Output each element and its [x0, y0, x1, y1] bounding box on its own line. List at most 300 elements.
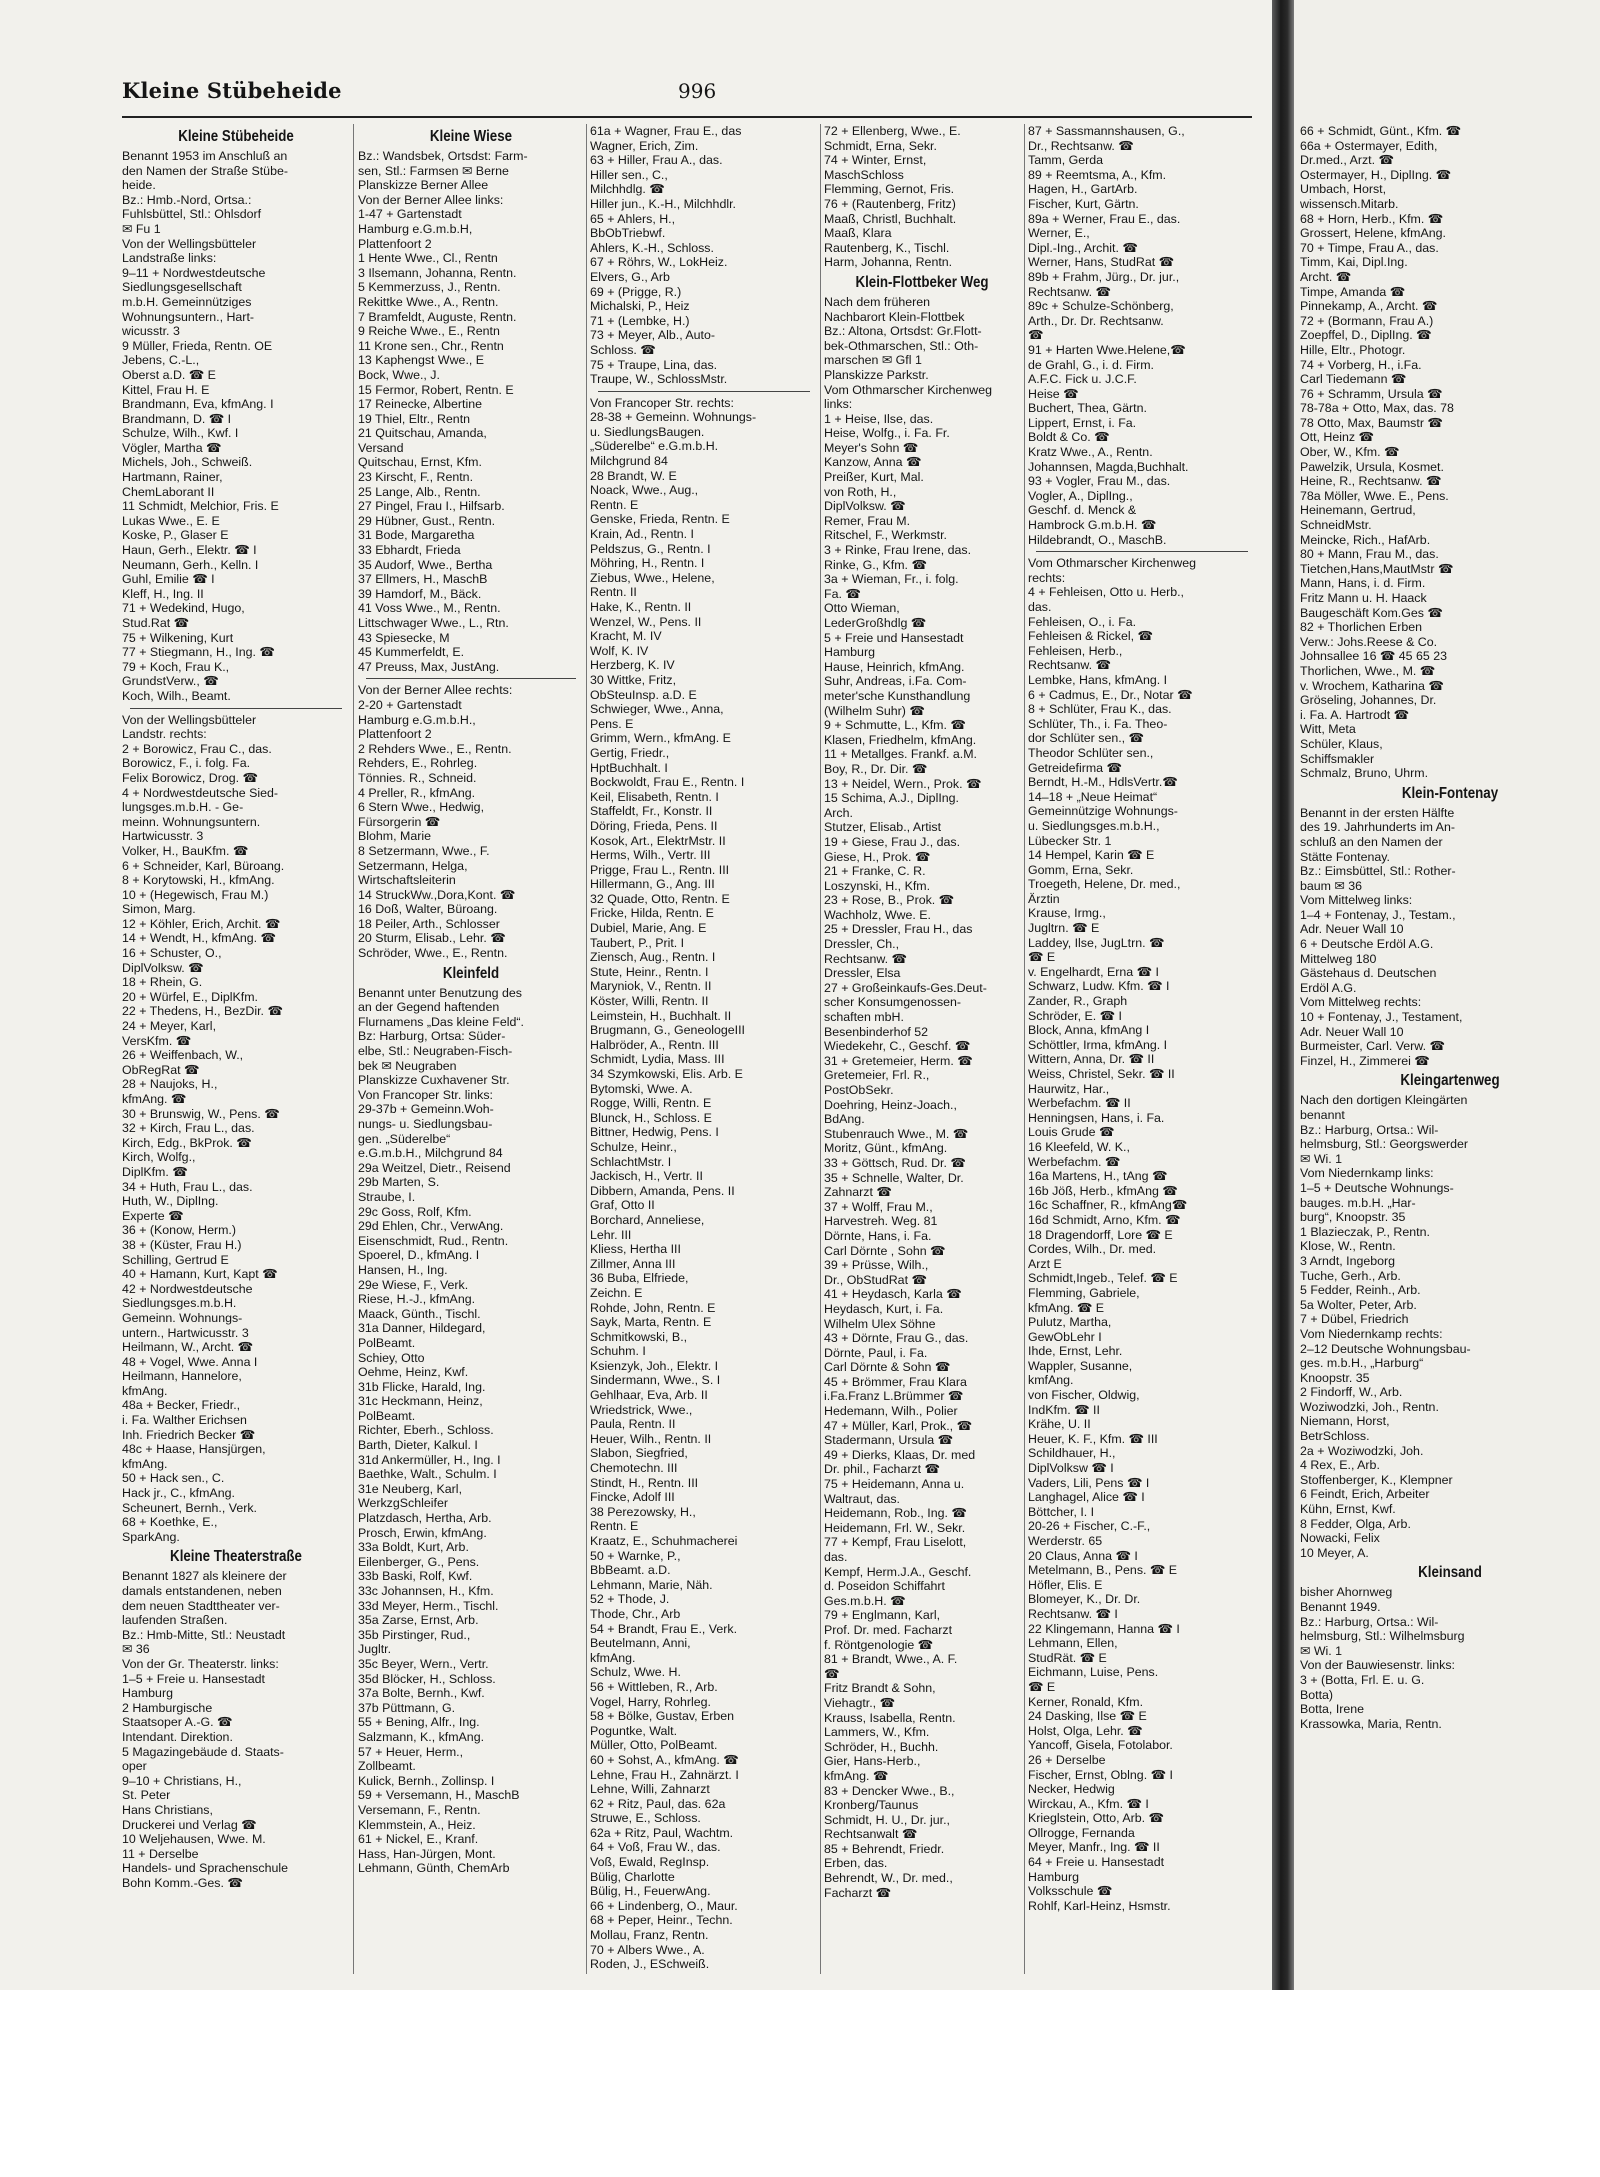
directory-entry-line: Hass, Han-Jürgen, Mont.	[358, 1846, 496, 1861]
directory-entry-line: 10 Weljehausen, Wwe. M.	[122, 1832, 266, 1847]
directory-entry-line: 16a Martens, H., tAng ☎	[1028, 1169, 1168, 1184]
directory-entry-line: v. Wrochem, Katharina ☎	[1300, 678, 1444, 693]
directory-entry-line: Staatsoper A.-G. ☎	[122, 1715, 233, 1730]
directory-entry-line: ges. m.b.H., „Harburg“	[1300, 1356, 1424, 1371]
directory-entry-line: Krassowka, Maria, Rentn.	[1300, 1716, 1442, 1731]
column-divider	[586, 124, 587, 1974]
directory-entry-line: scher Konsumgenossen-	[824, 995, 962, 1010]
directory-entry-line: Kanzow, Anna ☎	[824, 455, 922, 470]
directory-entry-line: Rautenberg, K., Tischl.	[824, 240, 950, 255]
directory-entry-line: Adr. Neuer Wall 10	[1300, 1024, 1404, 1039]
directory-entry-line: Noack, Wwe., Aug.,	[590, 483, 699, 498]
directory-entry-line: e.G.m.b.H., Milchgrund 84	[358, 1146, 503, 1161]
directory-entry-line: BdAng.	[824, 1112, 865, 1127]
directory-entry-line: 11 Krone sen., Chr., Rentn	[358, 338, 504, 353]
directory-entry-line: Ritschel, F., Werkmstr.	[824, 528, 948, 543]
directory-entry-line: Wiedekehr, C., Geschf. ☎	[824, 1039, 971, 1054]
directory-entry-line: Milchhdlg. ☎	[590, 182, 665, 197]
directory-entry-line: Lehne, Frau H., Zahnärzt. I	[590, 1767, 739, 1782]
directory-entry-line: Heine, R., Rechtsanw. ☎	[1300, 474, 1442, 489]
street-heading: Kleingartenweg	[1400, 1072, 1500, 1090]
street-heading: Klein-Fontenay	[1401, 784, 1499, 802]
directory-entry-line: 21 Quitschau, Amanda,	[358, 426, 487, 441]
directory-entry-line: Haun, Gerh., Elektr. ☎ I	[122, 543, 257, 558]
directory-entry-line: (Wilhelm Suhr) ☎	[824, 703, 925, 718]
directory-entry-line: 19 Thiel, Eltr., Rentn	[358, 411, 471, 426]
directory-entry-line: 29a Weitzel, Dietr., Reisend	[358, 1160, 511, 1175]
column-divider	[1024, 124, 1025, 1974]
directory-entry-line: bek ✉ Neugraben	[358, 1058, 457, 1073]
directory-entry-line: Flemming, Gernot, Fris.	[824, 182, 955, 197]
directory-entry-line: 29-37b + Gemeinn.Woh-	[358, 1102, 494, 1117]
directory-entry-line: Richter, Eberh., Schloss.	[358, 1423, 494, 1438]
directory-entry-line: 69 + (Prigge, R.)	[590, 284, 682, 299]
directory-column-4	[824, 124, 1020, 1974]
directory-entry-line: Rohlf, Karl-Heinz, Hsmstr.	[1028, 1898, 1171, 1913]
directory-entry-line: Keil, Elisabeth, Rentn. I	[590, 789, 719, 804]
directory-entry-line: 59 + Versemann, H., MaschB	[358, 1788, 520, 1803]
directory-entry-line: Bytomski, Wwe. A.	[590, 1081, 693, 1096]
directory-entry-line: Klasen, Friedhelm, kfmAng.	[824, 732, 977, 747]
directory-entry-line: Brandmann, D. ☎ I	[122, 411, 232, 426]
directory-entry-line: Stadermann, Ursula ☎	[824, 1433, 954, 1448]
street-heading: Kleinsand	[1418, 1564, 1482, 1582]
directory-entry-line: Spoerel, D., kfmAng. I	[358, 1248, 480, 1263]
directory-entry-line: Grimm, Wern., kfmAng. E	[590, 731, 731, 746]
directory-entry-line: 22 Klingemann, Hanna ☎ I	[1028, 1621, 1180, 1636]
directory-entry-line: 38 Perezowsky, H.,	[590, 1504, 696, 1519]
directory-entry-line: helmsburg, Stl.: Wilhelmsburg	[1300, 1629, 1465, 1644]
directory-entry-line: Döring, Frieda, Pens. II	[590, 818, 718, 833]
directory-entry-line: 27 + Großeinkaufs-Ges.Deut-	[824, 980, 987, 995]
directory-entry-line: 48a + Becker, Friedr.,	[122, 1398, 241, 1413]
directory-entry-line: kfmAng. ☎	[824, 1768, 889, 1783]
directory-entry-line: Lehmann, Marie, Näh.	[590, 1577, 713, 1592]
directory-entry-line: kfmAng.	[590, 1650, 636, 1665]
directory-entry-line: Bockwoldt, Frau E., Rentn. I	[590, 775, 745, 790]
directory-entry-line: 71 + (Lembke, H.)	[590, 313, 690, 328]
directory-entry-line: Ziensch, Aug., Rentn. I	[590, 950, 716, 965]
directory-entry-line: Rentn. II	[590, 585, 637, 600]
directory-entry-line: 27 Pingel, Frau I., Hilfsarb.	[358, 499, 505, 514]
directory-entry-line: 16 + Schuster, O.,	[122, 946, 222, 961]
directory-entry-line: von Roth, H.,	[824, 484, 897, 499]
directory-entry-line: 5 Fedder, Reinh., Arb.	[1300, 1283, 1421, 1298]
directory-entry-line: Michels, Joh., Schweiß.	[122, 455, 253, 470]
directory-entry-line: 20-26 + Fischer, C.-F.,	[1028, 1519, 1151, 1534]
directory-entry-line: WerkzgSchleifer	[358, 1496, 448, 1511]
directory-entry-line: 2 Hamburgische	[122, 1700, 213, 1715]
directory-entry-line: i.Fa.Franz L.Brümmer ☎	[824, 1389, 964, 1404]
directory-entry-line: 6 + Cadmus, E., Dr., Notar ☎	[1028, 687, 1193, 702]
directory-entry-line: Carl Dörnte & Sohn ☎	[824, 1360, 951, 1375]
directory-entry-line: wicusstr. 3	[122, 324, 180, 339]
street-heading: Klein-Flottbeker Weg	[855, 273, 989, 291]
directory-entry-line: Von der Gr. Theaterstr. links:	[122, 1656, 279, 1671]
directory-entry-line: Riese, H.-J., kfmAng.	[358, 1292, 476, 1307]
directory-entry-line: VersKfm. ☎	[122, 1033, 192, 1048]
directory-entry-line: laufenden Straßen.	[122, 1613, 228, 1628]
directory-entry-line: 50 + Warnke, P.,	[590, 1548, 681, 1563]
directory-entry-line: 93 + Vogler, Frau M., das.	[1028, 474, 1171, 489]
directory-entry-line: Platzdasch, Hertha, Arb.	[358, 1511, 492, 1526]
directory-entry-line: Fincke, Adolf III	[590, 1490, 675, 1505]
directory-entry-line: Vom Mittelweg rechts:	[1300, 995, 1422, 1010]
directory-entry-line: 60 + Sohst, A., kfmAng. ☎	[590, 1752, 739, 1767]
directory-column-3	[590, 124, 818, 1974]
directory-entry-line: Ziebus, Wwe., Helene,	[590, 570, 715, 585]
directory-entry-line: Schuhm. I	[590, 1344, 646, 1359]
directory-entry-line: Ges.m.b.H. ☎	[824, 1593, 906, 1608]
directory-entry-line: Prosch, Erwin, kfmAng.	[358, 1525, 487, 1540]
directory-entry-line: 35b Pirstinger, Rud.,	[358, 1627, 471, 1642]
directory-entry-line: Niemann, Horst,	[1300, 1414, 1390, 1429]
directory-entry-line: 16 Doß, Walter, Büroang.	[358, 902, 498, 917]
directory-entry-line: Maaß, Klara	[824, 226, 892, 241]
directory-entry-line: 68 + Koethke, E.,	[122, 1515, 218, 1530]
directory-entry-line: Traupe, W., SchlossMstr.	[590, 372, 728, 387]
directory-entry-line: Krauss, Isabella, Rentn.	[824, 1710, 956, 1725]
directory-entry-line: 39 Hamdorf, M., Bäck.	[358, 586, 482, 601]
directory-entry-line: ☎ E	[1028, 1679, 1056, 1694]
directory-entry-line: Gästehaus d. Deutschen	[1300, 966, 1437, 981]
directory-entry-line: 14 + Wendt, H., kfmAng. ☎	[122, 931, 276, 946]
directory-entry-line: Baethke, Walt., Schulm. I	[358, 1467, 497, 1482]
directory-entry-line: Böttcher, I. I	[1028, 1504, 1095, 1519]
directory-entry-line: Dörnte, Paul, i. Fa.	[824, 1345, 928, 1360]
directory-entry-line: Kempf, Herm.J.A., Geschf.	[824, 1564, 972, 1579]
directory-entry-line: 49 + Dierks, Klaas, Dr. med	[824, 1447, 976, 1462]
directory-entry-line: Jackisch, H., Vertr. II	[590, 1169, 703, 1184]
directory-entry-line: Carl Dörnte , Sohn ☎	[824, 1243, 946, 1258]
directory-entry-line: DiplVolksw. ☎	[122, 960, 204, 975]
directory-entry-line: Timm, Kai, Dipl.Ing.	[1300, 255, 1408, 270]
directory-entry-line: 72 + Ellenberg, Wwe., E.	[824, 124, 961, 138]
directory-entry-line: Taubert, P., Prit. I	[590, 935, 685, 950]
directory-entry-line: 35a Zarse, Ernst, Arb.	[358, 1613, 479, 1628]
directory-entry-line: 31 + Gretemeier, Herm. ☎	[824, 1053, 973, 1068]
directory-entry-line: Timpe, Amanda ☎	[1300, 284, 1406, 299]
directory-entry-line: 19 + Giese, Frau J., das.	[824, 834, 961, 849]
directory-entry-line: 85 + Behrendt, Friedr.	[824, 1841, 945, 1856]
directory-entry-line: Bz.: Eimsbüttel, Stl.: Rother-	[1300, 864, 1456, 879]
directory-entry-line: Wagner, Erich, Zim.	[590, 138, 699, 153]
directory-entry-line: i. Fa. Walther Erichsen	[122, 1413, 247, 1428]
directory-entry-line: 1–5 + Freie u. Hansestadt	[122, 1671, 265, 1686]
directory-entry-line: Fischer, Kurt, Gärtn.	[1028, 196, 1139, 211]
directory-entry-line: Koske, P., Glaser E	[122, 528, 229, 543]
directory-entry-line: marschen ✉ Gfl 1	[824, 353, 922, 368]
directory-entry-line: 15 Schima, A.J., DiplIng.	[824, 791, 959, 806]
directory-entry-line: Viehagtr., ☎	[824, 1695, 896, 1710]
directory-entry-line: 30 Wittke, Fritz,	[590, 672, 677, 687]
directory-entry-line: Bock, Wwe., J.	[358, 367, 440, 382]
directory-entry-line: Botta, Irene	[1300, 1702, 1365, 1717]
directory-entry-line: Ober, W., Kfm. ☎	[1300, 445, 1400, 460]
directory-entry-line: Brugmann, G., GeneologeIII	[590, 1023, 745, 1038]
directory-entry-line: BetrSchloss.	[1300, 1429, 1370, 1444]
directory-entry-line: 33c Johannsen, H., Kfm.	[358, 1584, 494, 1598]
scan-margin	[0, 1990, 1600, 2177]
directory-entry-line: Neumann, Gerh., Kelln. I	[122, 557, 259, 572]
directory-entry-line: 45 + Brömmer, Frau Klara	[824, 1374, 967, 1389]
directory-entry-line: Graf, Otto II	[590, 1198, 655, 1213]
directory-entry-line: Krähe, U. II	[1028, 1417, 1091, 1432]
directory-entry-line: Giese, H., Prok. ☎	[824, 849, 931, 864]
directory-entry-line: Vom Niedernkamp links:	[1300, 1166, 1434, 1181]
directory-entry-line: ObSteuInsp. a.D. E	[590, 687, 697, 702]
directory-entry-line: Rentn. E	[590, 497, 639, 512]
directory-entry-line: Rechtsanw. ☎	[824, 951, 907, 966]
directory-entry-line: Witt, Meta	[1300, 722, 1356, 737]
directory-entry-line: Eisenschmidt, Rud., Rentn.	[358, 1233, 509, 1248]
directory-entry-line: Schildhauer, H.,	[1028, 1446, 1116, 1461]
directory-entry-line: 83 + Dencker Wwe., B.,	[824, 1783, 955, 1798]
directory-entry-line: Gertig, Friedr.,	[590, 745, 670, 760]
directory-entry-line: Dibbern, Amanda, Pens. II	[590, 1183, 735, 1198]
directory-entry-line: Guhl, Emilie ☎ I	[122, 572, 215, 587]
directory-entry-line: Prof. Dr. med. Facharzt	[824, 1622, 953, 1637]
directory-entry-line: 61 + Nickel, E., Kranf.	[358, 1832, 479, 1847]
directory-entry-line: 78-78a + Otto, Max, das. 78	[1300, 401, 1454, 416]
directory-entry-line: Krain, Ad., Rentn. I	[590, 527, 695, 542]
directory-entry-line: untern., Hartwicusstr. 3	[122, 1325, 249, 1340]
directory-entry-line: Eichmann, Luise, Pens.	[1028, 1665, 1159, 1680]
directory-entry-line: Pinnekamp, A., Archt. ☎	[1300, 299, 1438, 314]
directory-entry-line: Müller, Otto, PolBeamt.	[590, 1738, 718, 1753]
directory-entry-line: Schöttler, Irma, kfmAng. I	[1028, 1037, 1168, 1052]
directory-entry-line: Kraatz, E., Schuhmacherei	[590, 1534, 738, 1548]
directory-entry-line: Inh. Friedrich Becker ☎	[122, 1427, 256, 1442]
directory-entry-line: Von der Berner Allee rechts:	[358, 683, 513, 698]
directory-entry-line: 8 + Korytowski, H., kfmAng.	[122, 873, 275, 888]
directory-entry-line: Barth, Dieter, Kalkul. I	[358, 1438, 478, 1453]
directory-entry-line: 56 + Wittleben, R., Arb.	[590, 1679, 718, 1694]
directory-entry-line: MaschSchloss	[824, 167, 904, 182]
directory-entry-line: 24 Dasking, Ilse ☎ E	[1028, 1709, 1147, 1724]
directory-entry-line: 25 + Dressler, Frau H., das	[824, 922, 973, 937]
directory-entry-line: Landstr. rechts:	[122, 727, 207, 742]
directory-entry-line: ChemLaborant II	[122, 484, 215, 499]
directory-entry-line: Rentn. E	[590, 1519, 639, 1534]
directory-entry-line: Arch.	[824, 805, 853, 820]
directory-entry-line: 25 Lange, Alb., Rentn.	[358, 484, 481, 499]
directory-entry-line: Kratz Wwe., A., Rentn.	[1028, 445, 1153, 460]
directory-entry-line: Staffeldt, Fr., Konstr. II	[590, 804, 713, 819]
directory-entry-line: 66 + Schmidt, Günt., Kfm. ☎	[1300, 124, 1462, 138]
directory-entry-line: 62 + Ritz, Paul, das. 62a	[590, 1796, 726, 1811]
directory-entry-line: 36 + (Konow, Herm.)	[122, 1223, 236, 1238]
directory-entry-line: 2 + Borowicz, Frau C., das.	[122, 741, 272, 756]
directory-entry-line: Zeichn. E	[590, 1285, 643, 1300]
directory-entry-line: 5 Magazingebäude d. Staats-	[122, 1744, 284, 1759]
directory-entry-line: 16d Schmidt, Arno, Kfm. ☎	[1028, 1212, 1181, 1227]
directory-entry-line: 64 + Freie u. Hansestadt	[1028, 1855, 1165, 1870]
directory-entry-line: Nowacki, Felix	[1300, 1531, 1380, 1546]
directory-entry-line: Köster, Willi, Rentn. II	[590, 994, 709, 1009]
directory-entry-line: 9 Reiche Wwe., E., Rentn	[358, 324, 500, 339]
directory-entry-line: Kirch, Edg., BkProk. ☎	[122, 1135, 252, 1150]
directory-entry-line: 24 + Meyer, Karl,	[122, 1019, 217, 1034]
directory-entry-line: 31b Flicke, Harald, Ing.	[358, 1379, 486, 1394]
directory-entry-line: 6 + Deutsche Erdöl A.G.	[1300, 937, 1434, 952]
directory-entry-line: 34 + Huth, Frau L., das.	[122, 1179, 253, 1194]
directory-entry-line: Ollrogge, Fernanda	[1028, 1825, 1135, 1840]
directory-entry-line: Fehleisen, Herb.,	[1028, 643, 1123, 658]
directory-entry-line: Vögler, Martha ☎	[122, 440, 222, 455]
directory-entry-line: 63 + Hiller, Frau A., das.	[590, 153, 723, 168]
directory-entry-line: Landstraße links:	[122, 251, 217, 266]
directory-entry-line: Oehme, Heinz, Kwf.	[358, 1365, 469, 1380]
directory-entry-line: Vaders, Lili, Pens ☎ I	[1028, 1475, 1150, 1490]
directory-entry-line: Krieglstein, Otto, Arb. ☎	[1028, 1811, 1164, 1826]
directory-entry-line: Pulutz, Martha,	[1028, 1315, 1112, 1330]
directory-entry-line: Bz: Harburg, Ortsa: Süder-	[358, 1029, 506, 1044]
directory-entry-line: 9–11 + Nordwestdeutsche	[122, 265, 266, 280]
directory-entry-line: Werbefachm. ☎	[1028, 1154, 1121, 1169]
directory-entry-line: baum ✉ 36	[1300, 878, 1363, 893]
directory-entry-line: 70 + Albers Wwe., A.	[590, 1942, 705, 1957]
directory-entry-line: Hildebrandt, O., MaschB.	[1028, 532, 1167, 547]
directory-entry-line: Fehleisen, O., i. Fa.	[1028, 614, 1137, 629]
directory-entry-line: oper	[122, 1759, 147, 1774]
directory-entry-line: Heise ☎	[1028, 386, 1079, 401]
directory-entry-line: Sayk, Marta, Rentn. E	[590, 1315, 712, 1330]
directory-entry-line: Getreidefirma ☎	[1028, 760, 1122, 775]
directory-entry-line: Rechtsanwalt ☎	[824, 1827, 918, 1842]
directory-entry-line: Hamburg e.G.m.b.H.,	[358, 712, 476, 727]
directory-entry-line: 78a Möller, Wwe. E., Pens.	[1300, 488, 1449, 503]
directory-entry-line: 73 + Meyer, Alb., Auto-	[590, 328, 716, 343]
directory-entry-line: d. Poseidon Schiffahrt	[824, 1579, 946, 1594]
directory-entry-line: Hamburg	[122, 1686, 173, 1701]
directory-entry-line: Hause, Heinrich, kfmAng.	[824, 659, 965, 674]
directory-entry-line: Nachbarort Klein-Flottbek	[824, 309, 965, 324]
directory-entry-line: Prigge, Frau L., Rentn. III	[590, 862, 730, 877]
directory-entry-line: Brandmann, Eva, kfmAng. I	[122, 397, 274, 412]
running-head-title: Kleine Stübeheide	[122, 78, 342, 103]
directory-entry-line: 62a + Ritz, Paul, Wachtm.	[590, 1825, 734, 1840]
directory-entry-line: 31c Heckmann, Heinz,	[358, 1394, 483, 1409]
directory-entry-line: PolBeamt.	[358, 1335, 416, 1350]
directory-entry-line: Wirtschaftsleiterin	[358, 873, 456, 888]
directory-entry-line: Schiey, Otto	[358, 1350, 425, 1365]
directory-entry-line: Stud.Rat ☎	[122, 616, 190, 630]
directory-entry-line: Suhr, Andreas, i.Fa. Com-	[824, 674, 967, 689]
directory-entry-line: Dipl.-Ing., Archit. ☎	[1028, 240, 1138, 255]
directory-entry-line: 66 + Lindenberg, O., Maur.	[590, 1898, 738, 1913]
directory-entry-line: Herzberg, K. IV	[590, 658, 675, 673]
directory-entry-line: dor Schlüter sen., ☎	[1028, 731, 1144, 746]
directory-entry-line: Zollbeamt.	[358, 1759, 416, 1774]
directory-entry-line: Meincke, Rich., HafArb.	[1300, 532, 1431, 547]
directory-entry-line: Werner, Hans, StudRat ☎	[1028, 255, 1175, 270]
directory-entry-line: Rogge, Willi, Rentn. E	[590, 1096, 712, 1111]
directory-entry-line: Boldt & Co. ☎	[1028, 430, 1110, 445]
directory-entry-line: 33 + Göttsch, Rud. Dr. ☎	[824, 1155, 966, 1170]
directory-entry-line: Kleff, H., Ing. II	[122, 586, 204, 601]
directory-entry-line: Kronberg/Taunus	[824, 1798, 919, 1813]
directory-entry-line: 37 Ellmers, H., MaschB	[358, 572, 488, 587]
street-heading: Kleine Wiese	[429, 128, 513, 145]
directory-entry-line: Kerner, Ronald, Kfm.	[1028, 1694, 1144, 1709]
directory-entry-line: Rinke, G., Kfm. ☎	[824, 557, 927, 572]
directory-entry-line: Lammers, W., Kfm.	[824, 1725, 930, 1740]
directory-entry-line: Tietchen,Hans,MautMstr ☎	[1300, 561, 1454, 576]
directory-entry-line: Schulze, Wilh., Kwf. I	[122, 426, 239, 441]
directory-entry-line: Sindermann, Wwe., S. I	[590, 1373, 721, 1388]
directory-entry-line: 33a Boldt, Kurt, Arb.	[358, 1540, 469, 1555]
directory-entry-line: ✉ Wi. 1	[1300, 1151, 1343, 1166]
directory-entry-line: Johnsallee 16 ☎ 45 65 23	[1300, 649, 1448, 664]
directory-entry-line: 5 Kemmerzuss, J., Rentn.	[358, 280, 501, 295]
directory-entry-line: 31a Danner, Hildegard,	[358, 1321, 486, 1336]
directory-entry-line: Benannt 1949.	[1300, 1600, 1381, 1614]
column-divider	[353, 124, 354, 1974]
directory-entry-line: Heuer, Wilh., Rentn. II	[590, 1431, 712, 1446]
directory-entry-line: 23 Kirscht, F., Rentn.	[358, 470, 474, 485]
directory-entry-line: de Grahl, G., i. d. Firm.	[1028, 357, 1154, 372]
directory-entry-line: 7 + Dübel, Friedrich	[1300, 1312, 1409, 1327]
directory-entry-line: St. Peter	[122, 1788, 171, 1803]
directory-entry-line: 35c Beyer, Wern., Vertr.	[358, 1656, 489, 1671]
directory-entry-line: 26 + Derselbe	[1028, 1752, 1106, 1767]
directory-entry-line: Zahnarzt ☎	[824, 1185, 892, 1200]
directory-entry-line: 50 + Hack sen., C.	[122, 1471, 225, 1486]
directory-entry-line: Stutzer, Elisab., Artist	[824, 820, 942, 835]
directory-entry-line: Poguntke, Walt.	[590, 1723, 678, 1738]
directory-entry-line: Wohnungsuntern., Hart-	[122, 309, 255, 324]
directory-entry-line: Koch, Wilh., Beamt.	[122, 688, 231, 703]
directory-entry-line: Weiss, Christel, Sekr. ☎ II	[1028, 1067, 1175, 1081]
directory-entry-line: 82 + Thorlichen Erben	[1300, 620, 1423, 635]
directory-entry-line: Herms, Wilh., Vertr. III	[590, 848, 711, 863]
directory-entry-line: Stoffenberger, K., Klempner	[1300, 1472, 1453, 1487]
directory-entry-line: elbe, Stl.: Neugraben-Fisch-	[358, 1044, 513, 1059]
directory-entry-line: 91 + Harten Wwe.Helene,☎	[1028, 342, 1186, 357]
directory-entry-line: Plattenfoort 2	[358, 236, 432, 251]
directory-entry-line: 54 + Brandt, Frau E., Verk.	[590, 1621, 738, 1636]
directory-entry-line: Arth., Dr. Dr. Rechtsanw.	[1028, 313, 1164, 328]
directory-entry-line: Schmitkowski, B.,	[590, 1329, 688, 1344]
directory-entry-line: Schmidt, H. U., Dr. jur.,	[824, 1812, 950, 1827]
directory-entry-line: Chemotechn. III	[590, 1461, 678, 1476]
directory-entry-line: 61a + Wagner, Frau E., das	[590, 124, 742, 138]
directory-entry-line: Schwarz, Ludw. Kfm. ☎ I	[1028, 979, 1170, 994]
directory-entry-line: Adr. Neuer Wall 10	[1300, 922, 1404, 937]
directory-entry-line: Theodor Schlüter sen.,	[1028, 745, 1154, 760]
directory-entry-line: 58 + Bölke, Gustav, Erben	[590, 1709, 735, 1724]
directory-entry-line: Jebens, C.-L.,	[122, 353, 200, 368]
directory-entry-line: kfmAng. ☎	[122, 1092, 187, 1106]
directory-entry-line: Kirch, Wolfg.,	[122, 1150, 196, 1165]
directory-entry-line: Gröseling, Johannes, Dr.	[1300, 693, 1437, 708]
directory-entry-line: 74 + Winter, Ernst,	[824, 153, 927, 168]
directory-entry-line: 5a Wolter, Peter, Arb.	[1300, 1297, 1417, 1312]
street-heading: Kleine Stübeheide	[178, 128, 294, 145]
directory-entry-line: 33b Baski, Rolf, Kwf.	[358, 1569, 473, 1584]
directory-entry-line: wissensch.Mitarb.	[1300, 196, 1399, 211]
directory-entry-line: 89b + Frahm, Jürg., Dr. jur.,	[1028, 269, 1180, 284]
directory-entry-line: Bülig, Charlotte	[590, 1869, 675, 1884]
directory-entry-line: Maaß, Christl, Buchhalt.	[824, 211, 957, 226]
directory-entry-line: 81 + Brandt, Wwe., A. F.	[824, 1652, 958, 1667]
directory-entry-line: 30 + Brunswig, W., Pens. ☎	[122, 1106, 280, 1121]
directory-entry-line: Fuhlsbüttel, Stl.: Ohlsdorf	[122, 207, 262, 222]
directory-entry-line: 17 Reinecke, Albertine	[358, 397, 482, 412]
directory-entry-line: Lukas Wwe., E. E	[122, 513, 220, 528]
directory-entry-line: Lübecker Str. 1	[1028, 833, 1112, 848]
